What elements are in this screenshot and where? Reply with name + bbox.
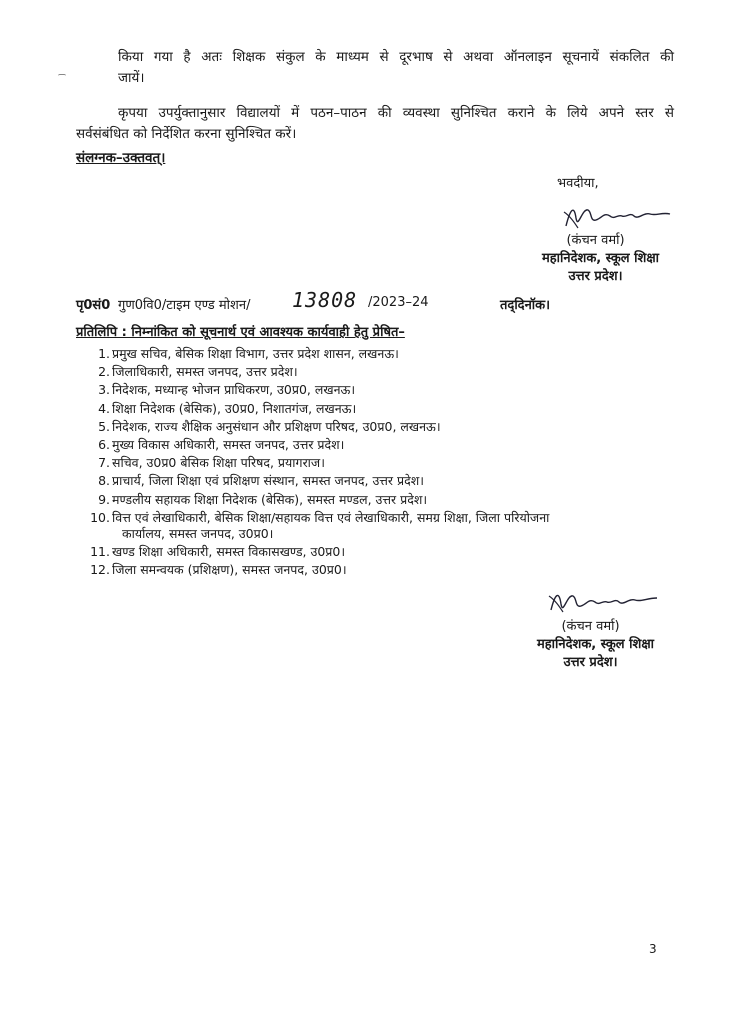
list-item: 4. शिक्षा निदेशक (बेसिक), उ0प्र0, निशातगंज, लखनऊ। bbox=[98, 400, 357, 416]
recipients-list bbox=[80, 346, 680, 580]
enclosure-note: संलग्नक–उक्तवत्। bbox=[76, 150, 166, 166]
list-item: 7. सचिव, उ0प्र0 बेसिक शिक्षा परिषद, प्रयागराज। bbox=[98, 455, 325, 471]
paragraph-2-line-1: कृपया उपर्युक्तानुसार विद्यालयों में पठन–पाठन की व्यवस्था सुनिश्चित कराने के लिये अपने स्तर से bbox=[118, 105, 674, 121]
list-item: 1. प्रमुख सचिव, बेसिक शिक्षा विभाग, उत्तर प्रदेश शासन, लखनऊ। bbox=[98, 346, 399, 361]
signatory-2-name: (कंचन वर्मा) bbox=[561, 619, 620, 634]
reference-date: तद्‌दिनॉक। bbox=[500, 298, 551, 313]
list-item: 3. निदेशक, मध्यान्ह भोजन प्राधिकरण, उ0प्र0, लखनऊ। bbox=[98, 382, 356, 398]
list-item: 12. जिला समन्वयक (प्रशिक्षण), समस्त जनपद, उ0प्र0। bbox=[90, 562, 347, 578]
signatory-1-designation: महानिदेशक, स्कूल शिक्षा bbox=[541, 251, 660, 266]
signatory-1-name: (कंचन वर्मा) bbox=[566, 233, 625, 248]
list-item: 5. निदेशक, राज्य शैक्षिक अनुसंधान और प्रशिक्षण परिषद, उ0प्र0, लखनऊ। bbox=[98, 418, 441, 434]
list-item: 8. प्राचार्य, जिला शिक्षा एवं प्रशिक्षण संस्थान, समस्त जनपद, उत्तर प्रदेश। bbox=[98, 473, 425, 489]
reference-label: पृ0सं0 bbox=[76, 298, 111, 313]
signature-1-image bbox=[560, 200, 680, 236]
reference-year: /2023–24 bbox=[368, 295, 429, 310]
closing-salutation: भवदीया, bbox=[557, 176, 599, 191]
reference-number: 13808 bbox=[292, 288, 358, 312]
signatory-2-designation: महानिदेशक, स्कूल शिक्षा bbox=[536, 637, 655, 652]
paragraph-2-line-2-wrap bbox=[76, 124, 674, 145]
list-item: 11. खण्ड शिक्षा अधिकारी, समस्त विकासखण्ड, उ0प्र0। bbox=[90, 543, 346, 559]
signatory-2-state: उत्तर प्रदेश। bbox=[563, 655, 618, 670]
list-item: 2. जिलाधिकारी, समस्त जनपद, उत्तर प्रदेश। bbox=[98, 364, 298, 380]
page-number: 3 bbox=[649, 942, 657, 956]
paragraph-2-line-2: सर्वसंबंधित को निर्देशित करना सुनिश्चित करें। bbox=[76, 126, 297, 142]
paragraph-1-line-2: जायें। bbox=[118, 70, 145, 86]
paragraph-1-line-1: किया गया है अतः शिक्षक संकुल के माध्यम से दूरभाष से अथवा ऑनलाइन सूचनायें संकलित की bbox=[118, 49, 674, 65]
list-item: 6. मुख्य विकास अधिकारी, समस्त जनपद, उत्तर प्रदेश। bbox=[98, 436, 345, 452]
list-item: 9. मण्डलीय सहायक शिक्षा निदेशक (बेसिक), समस्त मण्डल, उत्तर प्रदेश। bbox=[98, 491, 428, 507]
reference-text: गुण0वि0/टाइम एण्ड मोशन/ bbox=[118, 298, 251, 313]
paragraph-2-line-1-wrap bbox=[118, 103, 674, 124]
signature-2-image bbox=[545, 586, 665, 622]
signature-2-block bbox=[528, 618, 653, 672]
signature-1-block bbox=[533, 232, 658, 286]
scan-mark bbox=[58, 74, 66, 78]
paragraph-1 bbox=[118, 47, 674, 89]
list-item: 10. वित्त एवं लेखाधिकारी, बेसिक शिक्षा/सहायक वित्त एवं लेखाधिकारी, समग्र शिक्षा, जिला परियोजना कार्यालय, समस्त जनपद, उ0प्र0। bbox=[90, 509, 550, 541]
signatory-1-state: उत्तर प्रदेश। bbox=[568, 269, 623, 284]
copy-heading: प्रतिलिपि : निम्नांकित को सूचनार्थ एवं आवश्यक कार्यवाही हेतु प्रेषित– bbox=[76, 325, 405, 340]
